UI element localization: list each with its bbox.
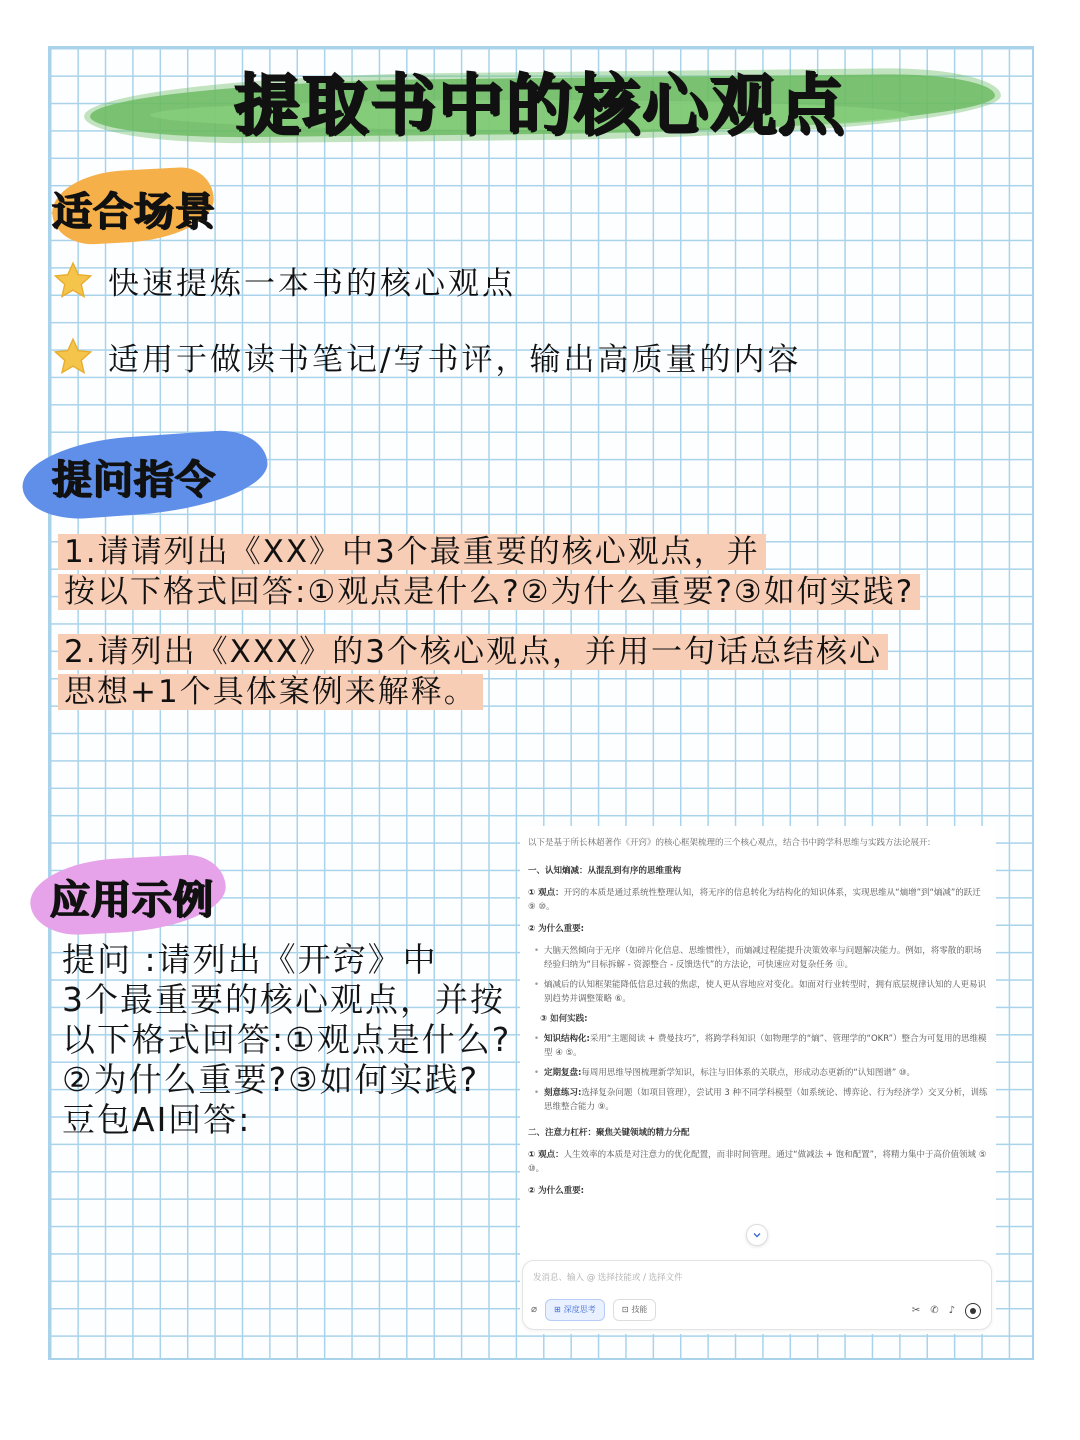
chat-actions: [912, 1303, 981, 1319]
prompts-heading: 提问指令: [52, 457, 216, 503]
scenario-bullet: [52, 258, 516, 303]
point2-heading: 二、注意力杠杆：聚焦关键领域的精力分配: [528, 1128, 690, 1138]
list-item: • 大脑天然倾向于无序（如碎片化信息、思维惯性），而熵减过程能提升决策效率与问题解决能力。例如，将零散的职场经验归纳为“目标拆解 - 资源整合 - 反馈迭代”的方法论，可快速应对复杂任务 ⑪。: [534, 944, 988, 972]
point1-heading: 一、认知熵减：从混乱到有序的思维重构: [528, 866, 682, 876]
send-button[interactable]: [965, 1303, 981, 1319]
point1-view: [528, 886, 988, 914]
star-icon: [52, 336, 94, 378]
ai-answer-screenshot: [520, 826, 996, 1334]
list-item-label: 定期复盘:: [544, 1068, 582, 1078]
scenario-heading: 适合场景: [52, 189, 216, 235]
point2-view-text: 人生效率的本质是对注意力的优化配置，而非时间管理。通过“做减法 + 饱和配置”，将精力集中于高价值领域 ⑤ ⑩。: [528, 1150, 987, 1174]
prompt-item-1: [58, 532, 920, 612]
example-heading: 应用示例: [50, 877, 214, 923]
prompt-item-1-line1: 1.请请列出《XX》中3个最重要的核心观点，并: [58, 534, 766, 570]
chat-input-box[interactable]: [522, 1260, 992, 1330]
skills-button[interactable]: [613, 1299, 657, 1321]
list-item-text: 采用“主题阅读 + 费曼技巧”，将跨学科知识（如物理学的“熵”、管理学的“OKR”）整合为可复用的思维模型 ④ ⑤。: [544, 1034, 987, 1058]
skills-label: 技能: [631, 1305, 648, 1314]
star-icon: [52, 260, 94, 302]
chat-input-placeholder[interactable]: 发消息、输入 @ 选择技能或 / 选择文件: [533, 1273, 683, 1283]
answer-intro: 以下是基于所长林超著作《开窍》的核心框架梳理的三个核心观点，结合书中跨学科思维与实践方法论展开:: [528, 838, 931, 848]
attachment-icon[interactable]: ⌀: [531, 1304, 538, 1315]
deep-think-label: 深度思考: [563, 1305, 596, 1314]
prompt-item-2-line1: 2.请列出《XXX》的3个核心观点，并用一句话总结核心: [58, 634, 888, 670]
scroll-down-button[interactable]: [746, 1224, 768, 1246]
prompt-item-1-line2: 按以下格式回答:①观点是什么?②为什么重要?③如何实践?: [58, 574, 920, 610]
list-item-label: 刻意练习:: [544, 1088, 582, 1098]
prompt-item-2: [58, 632, 888, 712]
point1-how-label: ③ 如何实践:: [540, 1014, 588, 1024]
point2-view-label: ① 观点：: [528, 1150, 564, 1160]
deep-think-button[interactable]: [545, 1299, 605, 1321]
scenario-bullet-text: 适用于做读书笔记/写书评，输出高质量的内容: [108, 342, 802, 378]
chevron-down-icon: [752, 1230, 762, 1240]
skills-icon: ⊡: [621, 1305, 629, 1314]
point2-view: [528, 1148, 988, 1176]
example-prompt-text: 提问 :请列出《开窍》中 3个最重要的核心观点，并按 以下格式回答:①观点是什么? ②为什么重要?③如何实践? 豆包AI回答:: [62, 940, 512, 1139]
scissors-icon[interactable]: ✂: [911, 1305, 921, 1316]
deep-think-icon: ⊞: [554, 1305, 561, 1314]
list-item: [534, 1086, 988, 1114]
phone-icon[interactable]: ✆: [930, 1305, 939, 1316]
chat-toolbar: [531, 1299, 656, 1321]
point1-why-label: ② 为什么重要:: [528, 924, 585, 934]
list-item: [534, 1066, 988, 1080]
point1-how-list: [528, 1032, 988, 1114]
list-item-text: 选择复杂问题（如项目管理），尝试用 3 种不同学科模型（如系统论、博弈论、行为经济学）交叉分析，训练思维整合能力 ⑨。: [544, 1088, 988, 1112]
list-item: [534, 1032, 988, 1060]
scenario-bullet: [52, 334, 801, 379]
point2-why-label: ② 为什么重要:: [528, 1186, 585, 1196]
list-item: • 熵减后的认知框架能降低信息过载的焦虑，使人更从容地应对变化。如面对行业转型时，拥有底层规律认知的人更易识别趋势并调整策略 ⑥。: [534, 978, 988, 1006]
point1-why-list: [528, 944, 988, 1006]
scenario-bullet-text: 快速提炼一本书的核心观点: [108, 266, 516, 302]
point1-view-text: 开窍的本质是通过系统性整理认知，将无序的信息转化为结构化的知识体系，实现思维从“熵增”到“熵减”的跃迁 ⑨ ⑩。: [528, 888, 981, 912]
point1-view-label: ① 观点：: [528, 888, 564, 898]
microphone-icon[interactable]: ♪: [948, 1305, 955, 1316]
page-title: 提取书中的核心观点: [234, 67, 846, 144]
list-item-text: 每周用思维导图梳理新学知识，标注与旧体系的关联点，形成动态更新的“认知图谱” ⑩。: [581, 1068, 916, 1078]
prompt-item-2-line2: 思想+1个具体案例来解释。: [58, 674, 483, 710]
list-item-label: 知识结构化:: [544, 1034, 590, 1044]
